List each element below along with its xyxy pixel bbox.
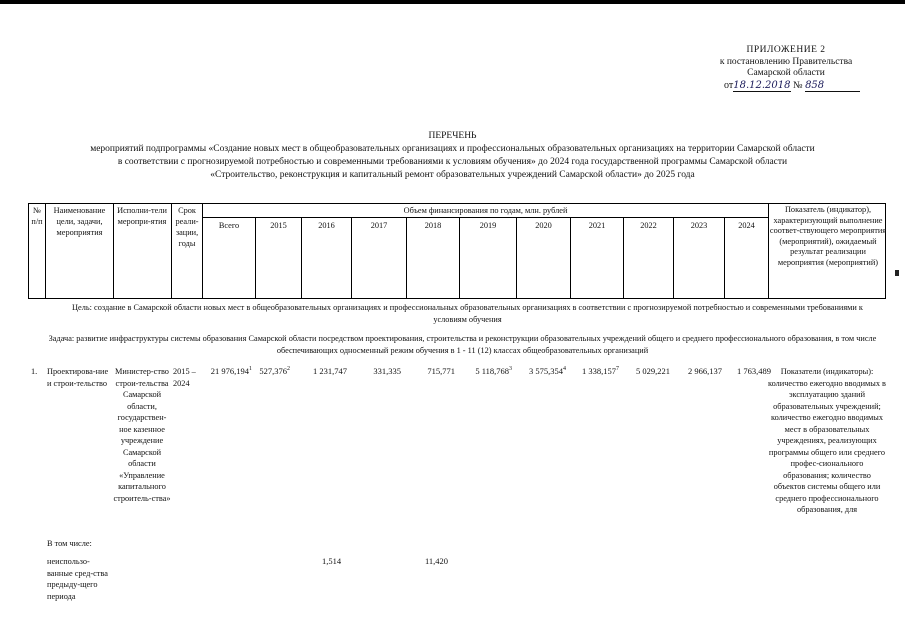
appendix-line: к постановлению Правительства xyxy=(719,56,853,67)
number-prefix: № xyxy=(793,80,803,91)
heading-line: «Строительство, реконструкция и капитальный ремонт образовательных учреждений Самарской области» до 2025 года xyxy=(210,170,695,180)
header-year: 2024 xyxy=(738,221,755,230)
subrow-name: неиспользо-ванные сред-ства предыду-щего периода xyxy=(47,557,108,601)
row-divider xyxy=(202,217,768,218)
handwritten-date: 18.12.2018 xyxy=(733,80,791,91)
header-year: 2020 xyxy=(535,221,552,230)
header-executors: Исполни-тели меропри-ятия xyxy=(117,206,167,226)
header-funding: Объем финансирования по годам, млн. рублей xyxy=(403,206,568,215)
footnote-marker: 3 xyxy=(509,366,512,373)
header-year: 2019 xyxy=(479,221,497,230)
including-label: В том числе: xyxy=(47,539,92,548)
goal-text: Цель: создание в Самарской области новых мест в общеобразовательных организациях и профессиональных образовательных организациях в соответствии с прогнозируемой потребностью и современными требованиями к условиям обучения xyxy=(72,303,863,324)
value-year: 1 763,489 xyxy=(737,366,771,376)
scan-mark xyxy=(895,270,899,276)
header-year: 2016 xyxy=(318,221,335,230)
date-prefix: от xyxy=(724,80,734,91)
appendix-line: Самарской области xyxy=(747,68,825,78)
appendix-title: ПРИЛОЖЕНИЕ 2 xyxy=(746,45,826,55)
col-divider xyxy=(202,204,203,298)
value-year: 331,335 xyxy=(373,366,401,376)
heading-title: ПЕРЕЧЕНЬ xyxy=(428,131,477,141)
row-term: 2015 – 2024 xyxy=(173,367,196,388)
table-header xyxy=(28,203,886,299)
value-year: 527,376$^2$ xyxy=(259,366,290,376)
footnote-marker: 7 xyxy=(616,366,619,373)
col-divider xyxy=(113,204,114,298)
header-year: 2021 xyxy=(588,221,606,230)
header-year: 2023 xyxy=(690,221,708,230)
scan-top-border xyxy=(0,0,905,4)
handwritten-number: 858 xyxy=(805,80,860,92)
header-term: Срок реали-зации, годы xyxy=(175,206,199,248)
subrow-value-2016: 1,514 xyxy=(322,556,342,566)
header-year: 2022 xyxy=(640,221,657,230)
value-year: 2 966,137 xyxy=(688,366,722,376)
header-year: 2017 xyxy=(370,221,388,230)
row-indicator: Показатели (индикаторы): количество ежегодно вводимых в эксплуатацию зданий образовательных учреждений; количество ежегодно вводимых мест в образовательных учреждениях, реализующих программы общего или среднего профес-сионального образования; количество объектов системы общего или среднего профессионального образования, для xyxy=(768,367,886,514)
value-year: 3 575,354$^4$ xyxy=(529,366,566,376)
heading-line: мероприятий подпрограммы «Создание новых мест в общеобразовательных организациях и профессиональных образовательных организациях на территории Самарской области xyxy=(90,144,815,154)
footnote-marker: 1 xyxy=(249,366,252,373)
footnote-marker: 2 xyxy=(287,366,290,373)
value-year: 5 029,221 xyxy=(636,366,670,376)
appendix-signature-line xyxy=(724,80,874,92)
row-name: Проектирова-ние и строи-тельство xyxy=(47,367,109,388)
document-heading xyxy=(0,130,905,182)
task-text: Задача: развитие инфраструктуры системы образования Самарской области посредством проектирования, строительства и реконструкции образовательных учреждений общего и среднего профессионального образования, в том числе обеспечивающих односменный режим обучения в 1 - 11 (12) классах общеобразовательных организаций xyxy=(48,334,877,355)
header-name: Наименование цели, задачи, мероприятия xyxy=(53,206,106,237)
footnote-marker: 4 xyxy=(563,366,566,373)
header-indicator: Показатель (индикатор), характеризующий выполнение соответ-ствующего мероприятия (мероприятий), ожидаемый результат реализации мероприятия (мероприятий) xyxy=(769,205,887,267)
appendix-block xyxy=(701,45,871,80)
row-executor: Министер-ство строи-тельства Самарской области, государствен-ное казенное учреждение Самарской области «Управление капитального строитель-ства» xyxy=(113,367,171,503)
value-total: 21 976,194$^1$ xyxy=(210,366,252,376)
header-year: 2018 xyxy=(424,221,442,230)
value-year: 715,771 xyxy=(427,366,455,376)
value-year: 5 118,768$^3$ xyxy=(475,366,512,376)
header-num: № п/п xyxy=(31,206,43,226)
heading-line: в соответствии с прогнозируемой потребностью и современными требованиями к условиям обучения» до 2024 года государственной программы Самарской области xyxy=(117,157,788,167)
subrow-value-2018: 11,420 xyxy=(425,556,449,566)
row-number: 1. xyxy=(31,367,38,376)
value-year: 1 231,747 xyxy=(313,366,347,376)
header-total: Всего xyxy=(218,221,240,230)
value-year: 1 338,157$^7$ xyxy=(582,366,619,376)
header-year: 2015 xyxy=(270,221,287,230)
